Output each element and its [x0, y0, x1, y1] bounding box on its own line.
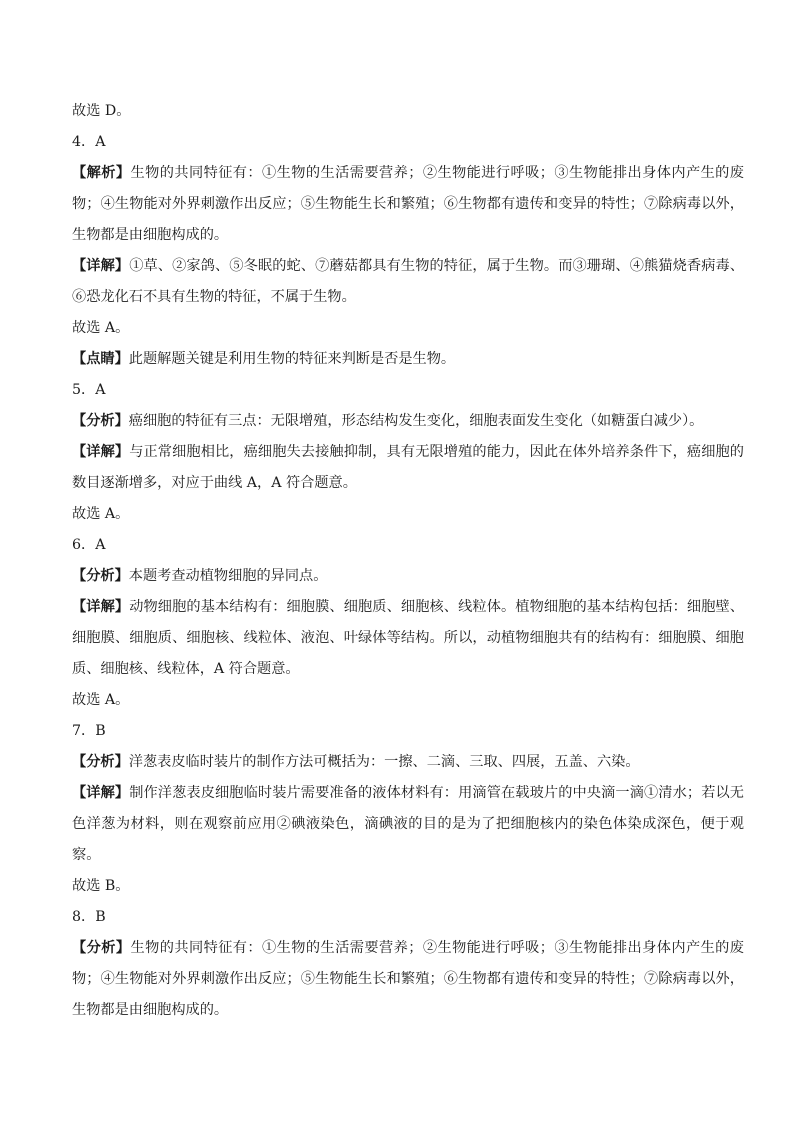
section-tag: 【分析】 [72, 568, 129, 584]
question-number-answer: 8．B [72, 909, 106, 925]
section-tag: 【详解】 [72, 444, 130, 460]
paragraph-text: 与正常细胞相比，癌细胞失去接触抑制，具有无限增殖的能力，因此在体外培养条件下，癌细胞的数目逐渐增多，对应于曲线 A，A 符合题意。 [72, 444, 744, 491]
section-tag: 【详解】 [72, 785, 130, 801]
paragraph-text: 制作洋葱表皮细胞临时装片需要准备的液体材料有：用滴管在载玻片的中央滴一滴①清水；若以无色洋葱为材料，则在观察前应用②碘液染色，滴碘液的目的是为了把细胞核内的染色体染成深色，便于观察。 [72, 785, 744, 863]
answer-conclusion: 故选 A。 [72, 692, 130, 708]
section-tag: 【点睛】 [72, 351, 129, 367]
detail-paragraph [72, 251, 744, 313]
section-tag: 【分析】 [72, 940, 131, 956]
question-number-answer: 6．A [72, 537, 106, 553]
detail-paragraph [72, 437, 744, 499]
analysis-paragraph [72, 158, 744, 251]
paragraph-text: 癌细胞的特征有三点：无限增殖，形态结构发生变化，细胞表面发生变化（如糖蛋白减少）。 [128, 413, 704, 429]
paragraph-text: 生物的共同特征有：①生物的生活需要营养；②生物能进行呼吸；③生物能排出身体内产生的废物；④生物能对外界刺激作出反应；⑤生物能生长和繁殖；⑥生物都有遗传和变异的特性；⑦除病毒以外，生物都是由细胞构成的。 [72, 940, 744, 1018]
question-number-answer: 4．A [72, 134, 106, 150]
paragraph-text: ①草、②家鸽、⑤冬眠的蛇、⑦蘑菇都具有生物的特征，属于生物。而③珊瑚、④熊猫烧香病毒、⑥恐龙化石不具有生物的特征，不属于生物。 [72, 258, 744, 305]
detail-paragraph [72, 778, 744, 871]
answer-conclusion: 故选 A。 [72, 320, 130, 336]
analysis-paragraph [72, 561, 744, 592]
question-number-answer: 5．A [72, 382, 106, 398]
answer-conclusion: 故选 A。 [72, 506, 130, 522]
question-number-answer: 7．B [72, 723, 106, 739]
answer-conclusion: 故选 D。 [72, 103, 131, 119]
analysis-paragraph [72, 747, 744, 778]
detail-paragraph [72, 592, 744, 685]
section-tag: 【详解】 [72, 599, 130, 615]
section-tag: 【详解】 [72, 258, 130, 274]
paragraph-text: 动物细胞的基本结构有：细胞膜、细胞质、细胞核、线粒体。植物细胞的基本结构包括：细胞壁、细胞膜、细胞质、细胞核、线粒体、液泡、叶绿体等结构。所以，动植物细胞共有的结构有：细胞膜、细胞质、细胞核、线粒体，A 符合题意。 [72, 599, 744, 677]
section-tag: 【分析】 [72, 754, 129, 770]
paragraph-text: 此题解题关键是利用生物的特征来判断是否是生物。 [128, 351, 456, 367]
tip-paragraph [72, 344, 744, 375]
answer-conclusion: 故选 B。 [72, 878, 130, 894]
analysis-paragraph [72, 933, 744, 1026]
section-tag: 【分析】 [72, 413, 129, 429]
section-tag: 【解析】 [72, 165, 131, 181]
paragraph-text: 本题考查动植物细胞的异同点。 [128, 568, 328, 584]
paragraph-text: 洋葱表皮临时装片的制作方法可概括为：一擦、二滴、三取、四展，五盖、六染。 [128, 754, 640, 770]
paragraph-text: 生物的共同特征有：①生物的生活需要营养；②生物能进行呼吸；③生物能排出身体内产生的废物；④生物能对外界刺激作出反应；⑤生物能生长和繁殖；⑥生物都有遗传和变异的特性；⑦除病毒以外，生物都是由细胞构成的。 [72, 165, 744, 243]
analysis-paragraph [72, 406, 744, 437]
